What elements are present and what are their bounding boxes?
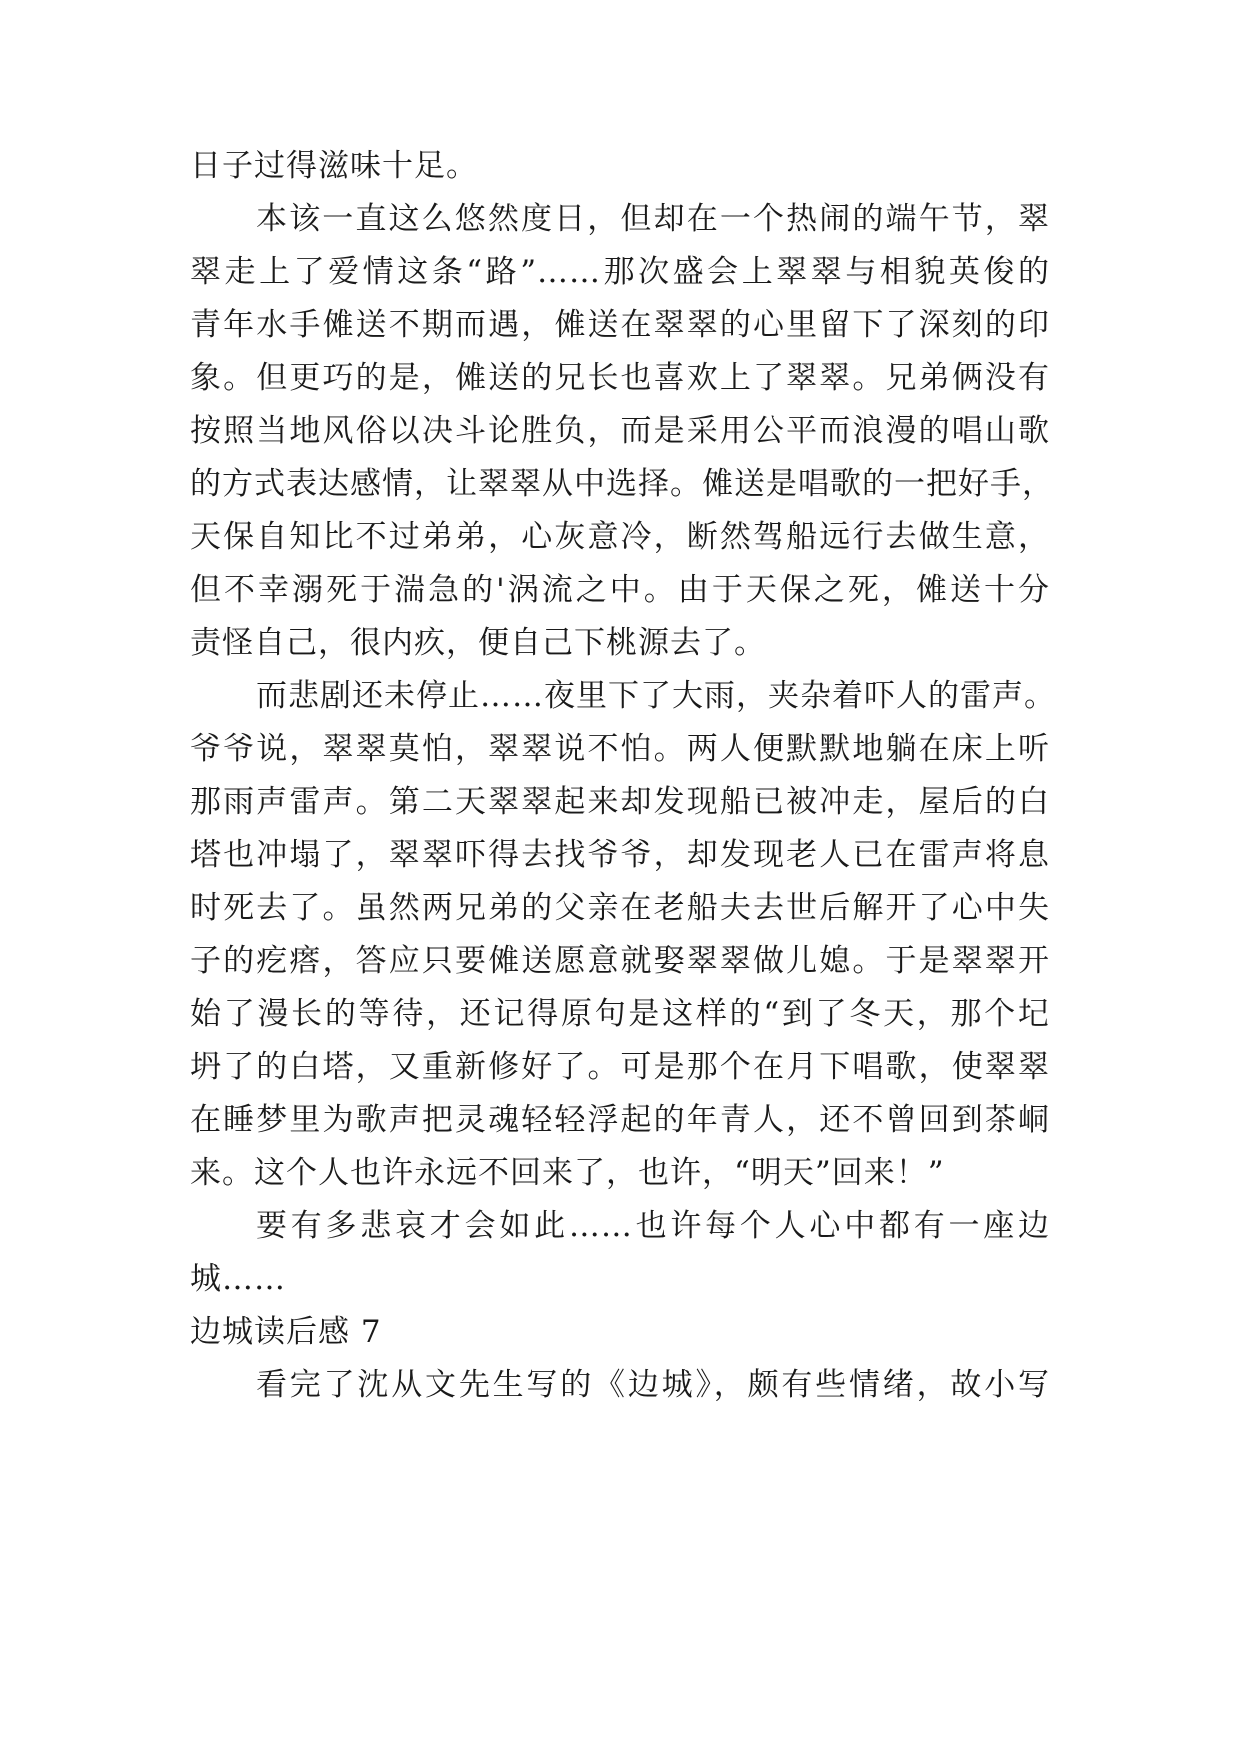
text-line: 子的疙瘩，答应只要傩送愿意就娶翠翠做儿媳。于是翠翠开 (190, 943, 1050, 979)
text-line: 青年水手傩送不期而遇，傩送在翠翠的心里留下了深刻的印 (190, 307, 1050, 343)
text-line: 翠走上了爱情这条“路”……那次盛会上翠翠与相貌英俊的 (190, 254, 1050, 290)
text-line: 时死去了。虽然两兄弟的父亲在老船夫去世后解开了心中失 (190, 890, 1050, 926)
text-line: 按照当地风俗以决斗论胜负，而是采用公平而浪漫的唱山歌 (190, 413, 1050, 449)
text-line: 在睡梦里为歌声把灵魂轻轻浮起的年青人，还不曾回到茶峒 (190, 1102, 1050, 1138)
text-line: 来。这个人也许永远不回来了，也许，“明天”回来！” (190, 1155, 945, 1191)
text-line: 日子过得滋味十足。 (190, 148, 478, 184)
text-line: 那雨声雷声。第二天翠翠起来却发现船已被冲走，屋后的白 (190, 784, 1050, 820)
text-line: 的方式表达感情，让翠翠从中选择。傩送是唱歌的一把好手， (190, 466, 1054, 502)
text-line: 看完了沈从文先生写的《边城》，颇有些情绪，故小写 (256, 1367, 1050, 1403)
text-line: 城…… (190, 1261, 286, 1297)
text-line: 塔也冲塌了，翠翠吓得去找爷爷，却发现老人已在雷声将息 (190, 837, 1050, 873)
text-line: 责怪自己，很内疚，便自己下桃源去了。 (190, 625, 766, 661)
text-line: 坍了的白塔，又重新修好了。可是那个在月下唱歌，使翠翠 (190, 1049, 1050, 1085)
text-line: 始了漫长的等待，还记得原句是这样的“到了冬天，那个圮 (190, 996, 1050, 1032)
section-heading: 边城读后感 7 (190, 1314, 382, 1350)
text-line: 本该一直这么悠然度日，但却在一个热闹的端午节，翠 (256, 201, 1050, 237)
text-line: 而悲剧还未停止……夜里下了大雨，夹杂着吓人的雷声。 (256, 678, 1056, 714)
text-line: 要有多悲哀才会如此……也许每个人心中都有一座边 (256, 1208, 1050, 1244)
text-line: 但不幸溺死于湍急的'涡流之中。由于天保之死，傩送十分 (190, 572, 1050, 608)
text-line: 天保自知比不过弟弟，心灰意冷，断然驾船远行去做生意， (190, 519, 1050, 555)
text-line: 爷爷说，翠翠莫怕，翠翠说不怕。两人便默默地躺在床上听 (190, 731, 1050, 767)
text-line: 象。但更巧的是，傩送的兄长也喜欢上了翠翠。兄弟俩没有 (190, 360, 1050, 396)
